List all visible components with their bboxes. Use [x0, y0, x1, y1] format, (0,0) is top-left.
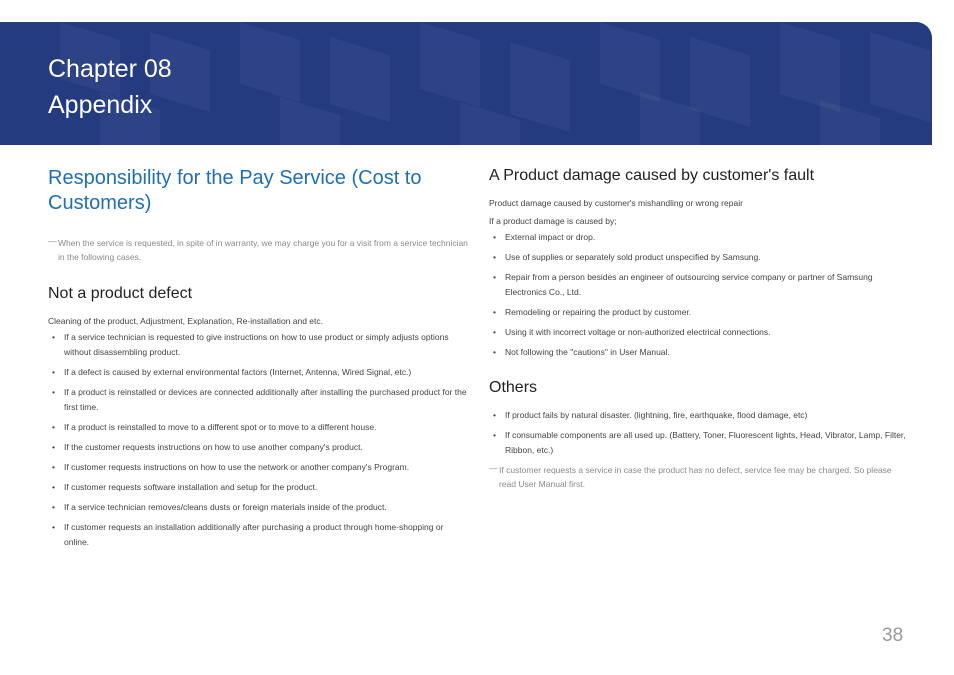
not-defect-intro: Cleaning of the product, Adjustment, Explanation, Re-installation and etc.: [48, 316, 324, 326]
bullet: •: [52, 482, 55, 492]
list-item-text: If customer requests software installation and setup for the product.: [64, 482, 318, 492]
list-item: [48, 500, 468, 515]
damage-intro-1: Product damage caused by customer's mishandling or wrong repair: [489, 198, 743, 208]
note-dash: ―: [48, 236, 57, 246]
list-item-text: Use of supplies or separately sold product unspecified by Samsung.: [505, 252, 761, 262]
list-item-text: If a product is reinstalled to move to a different spot or to move to a different house.: [64, 422, 377, 432]
bullet: •: [493, 232, 496, 242]
others-note-text: If customer requests a service in case the product has no defect, service fee may be charged. So please read User Manual first.: [499, 465, 892, 489]
list-item: [489, 408, 909, 423]
list-item: [48, 460, 468, 475]
damage-title: A Product damage caused by customer's fault: [489, 167, 815, 184]
bullet: •: [52, 332, 55, 342]
others-list: [489, 408, 909, 458]
list-item: [48, 440, 468, 455]
list-item-text: If a product is reinstalled or devices are connected additionally after installing the purchased product for the first time.: [64, 387, 467, 412]
not-defect-title: Not a product defect: [48, 285, 193, 302]
note-dash: ―: [489, 463, 498, 473]
bullet: •: [493, 327, 496, 337]
bullet: •: [493, 307, 496, 317]
list-item: [48, 330, 468, 360]
list-item: [489, 305, 909, 320]
list-item: [489, 270, 909, 300]
others-note: [489, 463, 909, 491]
damage-list: [489, 230, 909, 360]
list-item-text: If product fails by natural disaster. (lightning, fire, earthquake, flood damage, etc): [505, 410, 808, 420]
bullet: •: [493, 252, 496, 262]
not-defect-list: [48, 330, 468, 550]
damage-intro-2: If a product damage is caused by;: [489, 216, 617, 226]
list-item-text: Remodeling or repairing the product by customer.: [505, 307, 692, 317]
bullet: •: [52, 522, 55, 532]
chapter-banner: [0, 22, 932, 145]
list-item-text: If customer requests instructions on how to use the network or another company's Program.: [64, 462, 410, 472]
list-item-text: Repair from a person besides an engineer of outsourcing service company or partner of Samsung Electronics Co., Ltd.: [505, 272, 873, 297]
list-item-text: Not following the "cautions" in User Manual.: [505, 347, 670, 357]
bullet: •: [493, 430, 496, 440]
list-item-text: If a service technician is requested to give instructions on how to use product or simply adjusts options without disassembling product.: [64, 332, 449, 357]
list-item: [489, 230, 909, 245]
bullet: •: [493, 272, 496, 282]
service-note: [48, 236, 468, 264]
bullet: •: [52, 442, 55, 452]
others-title: Others: [489, 379, 538, 396]
bullet: •: [52, 502, 55, 512]
left-column: [48, 166, 468, 555]
list-item: [489, 428, 909, 458]
bullet: •: [52, 422, 55, 432]
page-number: 38: [882, 625, 904, 646]
list-item: [48, 520, 468, 550]
list-item-text: If the customer requests instructions on how to use another company's product.: [64, 442, 363, 452]
chapter-label: Chapter 08: [48, 55, 172, 83]
list-item: [48, 480, 468, 495]
list-item: [48, 385, 468, 415]
bullet: •: [493, 410, 496, 420]
bullet: •: [493, 347, 496, 357]
right-column: [489, 166, 909, 491]
list-item: [48, 420, 468, 435]
list-item-text: External impact or drop.: [505, 232, 596, 242]
section-heading: Responsibility for the Pay Service (Cost to Customers): [48, 167, 422, 214]
list-item-text: If customer requests an installation additionally after purchasing a product through home-shopping or online.: [64, 522, 444, 547]
list-item-text: Using it with incorrect voltage or non-authorized electrical connections.: [505, 327, 771, 337]
chapter-title: Appendix: [48, 91, 153, 119]
list-item-text: If consumable components are all used up. (Battery, Toner, Fluorescent lights, Head, Vibrator, Lamp, Filter, Ribbon, etc.): [505, 430, 906, 455]
list-item-text: If a service technician removes/cleans dusts or foreign materials inside of the product.: [64, 502, 387, 512]
bullet: •: [52, 462, 55, 472]
list-item: [48, 365, 468, 380]
bullet: •: [52, 367, 55, 377]
list-item-text: If a defect is caused by external environmental factors (Internet, Antenna, Wired Signal, etc.): [64, 367, 412, 377]
bullet: •: [52, 387, 55, 397]
list-item: [489, 345, 909, 360]
service-note-text: When the service is requested, in spite of in warranty, we may charge you for a visit from a service technician in the following cases.: [58, 238, 468, 262]
list-item: [489, 250, 909, 265]
list-item: [489, 325, 909, 340]
